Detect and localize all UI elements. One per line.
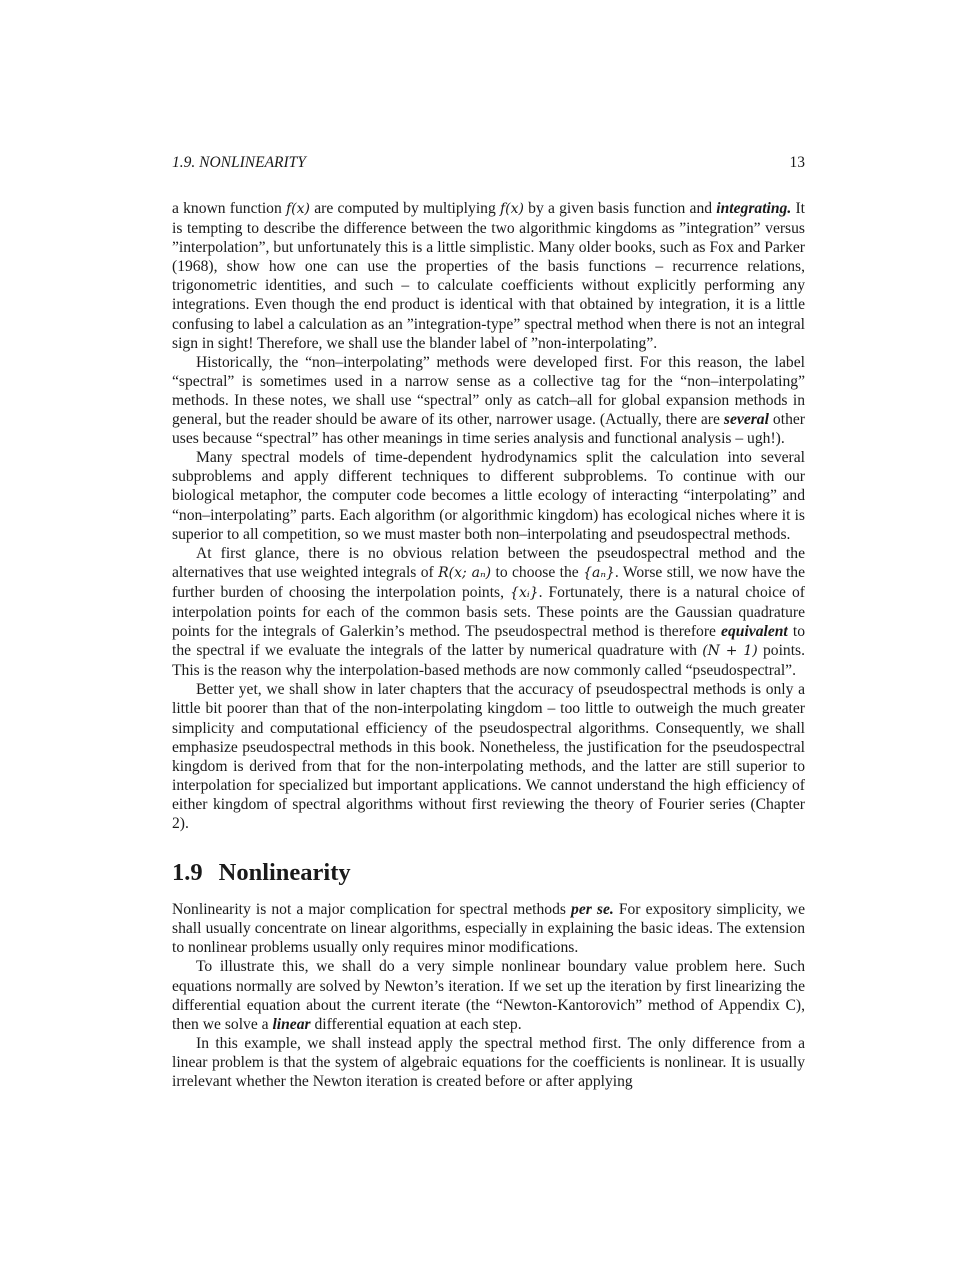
section-heading — [172, 859, 805, 887]
text-run: . Worse still, we now have the further burden of choosing the interpolation points, — [172, 563, 806, 601]
math-inline: f(x) — [499, 201, 524, 217]
text-run: To illustrate this, we shall do a very simple nonlinear boundary value problem here. Such equations normally are solved by Newton’s iteration. If we set up the iteration by first linearizing the differential equation about the current iterate (the “Newton-Kantorovich” method of Appendix C), then we solve a — [172, 958, 805, 1033]
text-run: are computed by multiplying — [310, 200, 500, 217]
emphasis-text: integrating. — [716, 200, 792, 217]
body-text — [172, 199, 805, 1091]
paragraph-2 — [172, 353, 805, 448]
text-run: For expository simplicity, we shall usually concentrate on linear algorithms, especially in explaining the basic ideas. The extension to nonlinear problems usually only requires minor modifications. — [172, 901, 805, 957]
text-run: other uses because “spectral” has other meanings in time series analysis and functional analysis – ugh!). — [172, 411, 805, 448]
text-run: points. This is the reason why the interpolation-based methods are now commonly called “pseudospectral”. — [172, 642, 806, 680]
section-number: 1.9 — [172, 859, 203, 887]
text-run: a known function — [172, 200, 286, 217]
emphasis-text: linear — [272, 1015, 311, 1033]
text-run: It is tempting to describe the difference between the two algorithmic kingdoms as ”integration” versus ”interpolation”, but unfortunately this is a little simplistic. Many older books, such as Fox and Parker (1968), show how one can use the properties of the basis functions – recurrence relations, trigonometric identities, and such – to calculate coefficients without explicitly performing any integrations. Even though the end product is identical with that obtained by integration, it is a little confusing to label a calculation as an ”integration-type” spectral method when there is not an integral sign in sight! Therefore, we shall use the blander label of ”non-interpolating”. — [172, 200, 805, 352]
math-inline: {aₙ} — [583, 564, 615, 581]
running-title: 1.9. NONLINEARITY — [172, 154, 306, 171]
text-run: by a given basis function and — [523, 200, 717, 217]
text-run: to the spectral if we evaluate the integrals of the latter by numerical quadrature with — [172, 623, 805, 660]
paragraph-5: Better yet, we shall show in later chapters that the accuracy of pseudospectral methods is only a little bit poorer than that of the non-interpolating kingdom – too little to outweigh the much greater simplicity and computational efficiency of the pseudospectral algorithms. Consequently, we shall emphasize pseudospectral methods in this book. Nonetheless, the justification for the pseudospectral kingdom is derived from that for the non-interpolating methods, and the latter are still superior to interpolation for specialized but important applications. We cannot understand the high efficiency of either kingdom of spectral algorithms without first reviewing the theory of Fourier series (Chapter 2). — [172, 681, 805, 832]
emphasis-text: several — [723, 411, 769, 429]
text-run: Nonlinearity is not a major complication for spectral methods — [172, 901, 572, 919]
text-run: . Fortunately, there is a natural choice of interpolation points for each of the common basis sets. These points are the Gaussian quadrature points for the integrals of Galerkin’s method. The pseudospectral method is therefore — [172, 583, 805, 641]
paragraph-1 — [172, 199, 805, 353]
running-header — [172, 154, 805, 174]
math-inline: R(x; aₙ) — [438, 564, 492, 581]
text-run: Historically, the “non–interpolating” methods were developed first. For this reason, the label “spectral” is sometimes used in a narrow sense as a collective tag for the “non–interpolating” methods. In these notes, we shall use “spectral” only as catch–all for global expansion methods in general, but the reader should be aware of its other, narrower usage. (Actually, there are — [172, 353, 805, 429]
math-inline: {xᵢ} — [510, 584, 539, 601]
paragraph-8: In this example, we shall instead apply the spectral method first. The only difference from a linear problem is that the system of algebraic equations for the coefficients is nonlinear. It is usually irrelevant whether the Newton iteration is created before or after applying — [172, 1034, 805, 1091]
emphasis-text: equivalent — [721, 623, 788, 641]
text-run: differential equation at each step. — [310, 1015, 522, 1033]
math-inline: (N + 1) — [702, 643, 758, 660]
page-number: 13 — [789, 154, 805, 171]
text-run: At first glance, there is no obvious relation between the pseudospectral method and the alternatives that use weighted integrals of — [172, 544, 805, 581]
paragraph-4 — [172, 544, 805, 681]
paragraph-6 — [172, 900, 805, 957]
text-run: to choose the — [491, 563, 584, 581]
paragraph-7 — [172, 957, 805, 1033]
emphasis-text: per se. — [571, 901, 614, 919]
math-inline: f(x) — [285, 201, 310, 217]
section-title: Nonlinearity — [218, 859, 351, 887]
paragraph-3: Many spectral models of time-dependent hydrodynamics split the calculation into several subproblems and apply different techniques to different subproblems. To continue with our biological metaphor, the computer code becomes a little ecology of interacting “interpolating” and “non–interpolating” parts. Each algorithm (or algorithmic kingdom) has ecological niches where it is superior to all competition, so we must master both non–interpolating and pseudospectral methods. — [172, 449, 805, 543]
